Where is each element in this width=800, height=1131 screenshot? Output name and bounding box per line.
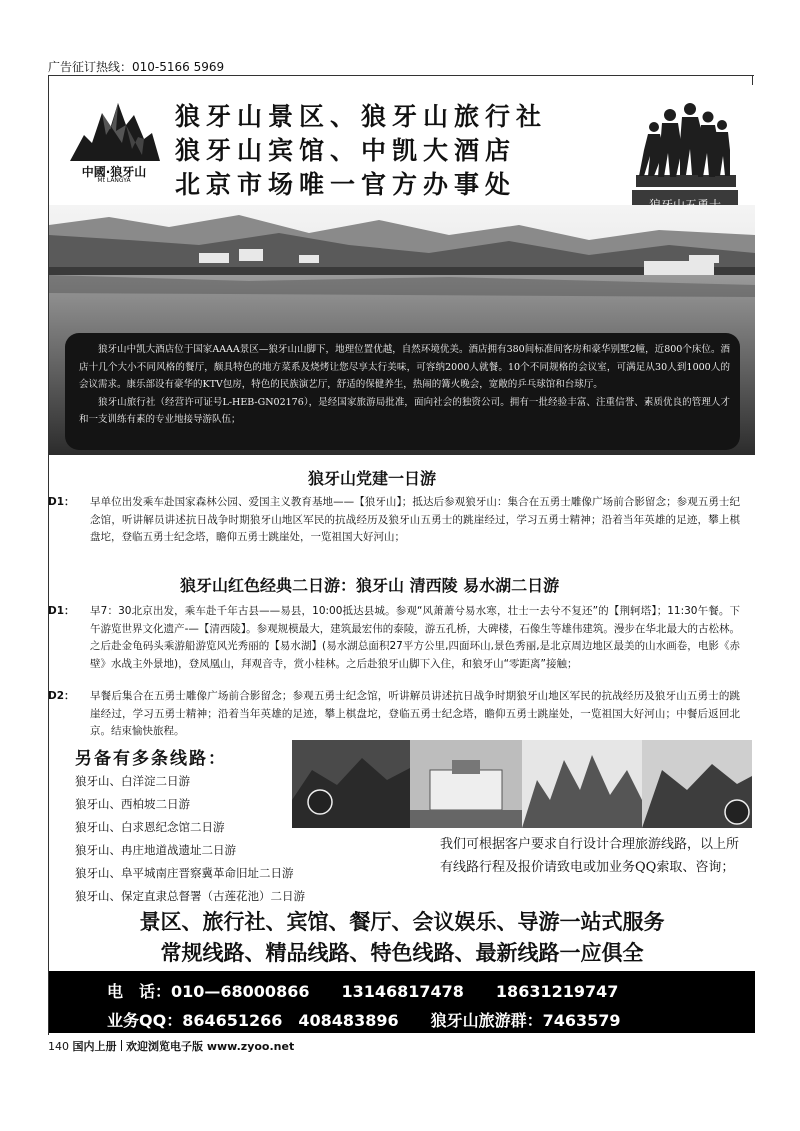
logo-subtext: Mt LANGYA (97, 177, 131, 184)
five-heroes-statue-icon (630, 95, 742, 190)
contact-phone: 电 话：010—68000866 13146817478 18631219747 (107, 982, 619, 1001)
page-number: 140 (48, 1040, 69, 1053)
tour2-d1-text: 早7：30北京出发，乘车赴千年古县——易县，10:00抵达县城。参观“风萧萧兮易水寒，壮士一去兮不复还”的【荆轲塔】；11:30午餐。下午游览世界文化遗产-—【清西陵】。参观规模最大，建筑最宏伟的泰陵，游五孔桥，大碑楼，石像生等雄伟建筑。漫步在华北最大的古松林。之后赴金龟码头乘游船游览风光秀丽的【易水湖】(易水湖总面积27平方公里,四面环山,景色秀丽,是北京周边地区最美的山水画卷，电影《赤壁》水战主外景地)，登凤凰山，拜观音寺，赏小桂林。之后赴狼牙山脚下入住，和狼牙山“零距离”接触； (90, 605, 740, 670)
tour2-day1 (48, 603, 740, 673)
logo-text: 中國·狼牙山 (81, 165, 147, 179)
footer-site: 欢迎浏览电子版 www.zyoo.net (126, 1040, 295, 1053)
frame-top-rule (48, 75, 754, 76)
tour1-d1-label: D1： (48, 496, 75, 508)
tour1-d1-text: 早单位出发乘车赴国家森林公园、爱国主义教育基地——【狼牙山】；抵达后参观狼牙山：集合在五勇士雕像广场前合影留念；参观五勇士纪念馆，听讲解员讲述抗日战争时期狼牙山地区军民的抗战经历及狼牙山五勇士的跳崖经过，学习五勇士精神；沿着当年英雄的足迹，攀上棋盘坨，登临五勇士纪念塔，瞻仰五勇士跳崖处，一览祖国大好河山； (90, 496, 740, 543)
tour1-title: 狼牙山党建一日游 (308, 469, 437, 488)
route-item: 狼牙山、白洋淀二日游 (75, 774, 190, 788)
tour2-d2-text: 早餐后集合在五勇士雕像广场前合影留念；参观五勇士纪念馆，听讲解员讲述抗日战争时期狼牙山地区军民的抗战经历及狼牙山五勇士的跳崖经过，学习五勇士精神；沿着当年英雄的足迹，攀上棋盘坨，登临五勇士纪念塔，瞻仰五勇士跳崖处，一览祖国大好河山；中餐后返回北京。结束愉快旅程。 (90, 690, 740, 737)
footer-section: 国内上册 (72, 1040, 117, 1053)
tour2-day2 (48, 688, 740, 741)
footer-separator (121, 1040, 123, 1051)
header-title-line-2: 狼牙山宾馆、中凯大酒店 (175, 136, 517, 165)
tour2-d1-label: D1： (48, 605, 75, 617)
frame-tick (752, 75, 753, 85)
route-item: 狼牙山、白求恩纪念馆二日游 (75, 820, 225, 834)
tour2-title: 狼牙山红色经典二日游：狼牙山 清西陵 易水湖二日游 (180, 576, 560, 595)
tour2-d2-label: D2： (48, 690, 75, 702)
routes-list (75, 770, 305, 908)
routes-title: 另备有多条线路： (75, 749, 227, 769)
slogan-routes: 常规线路、精品线路、特色线路、最新线路一应俱全 (160, 940, 644, 965)
route-item: 狼牙山、冉庄地道战遗址二日游 (75, 843, 236, 857)
custom-route-note: 我们可根据客户要求自行设计合理旅游线路，以上所有线路行程及报价请致电或加业务QQ索取、咨询； (440, 837, 740, 875)
intro-text-box (65, 333, 740, 450)
route-item: 狼牙山、西柏坡二日游 (75, 797, 190, 811)
contact-qq: 业务QQ：864651266 408483896 狼牙山旅游群：7463579 (107, 1011, 621, 1030)
contact-bar (49, 971, 755, 1033)
header-title-line-3: 北京市场唯一官方办事处 (175, 170, 517, 199)
route-item: 狼牙山、保定直隶总督署（古莲花池）二日游 (75, 889, 305, 903)
intro-agency-paragraph: 狼牙山旅行社（经营许可证号L-HEB-GN02176），是经国家旅游局批准，面向社会的独资公司。拥有一批经验丰富、注重信誉、素质优良的管理人才和一支训练有素的专业地接导游队伍； (79, 396, 730, 425)
page-footer (48, 1038, 294, 1054)
scenic-photo-strip (292, 740, 752, 828)
ad-hotline: 广告征订热线：010-5166 5969 (48, 60, 225, 74)
header-title-line-1: 狼牙山景区、狼牙山旅行社 (175, 102, 548, 131)
slogan-services: 景区、旅行社、宾馆、餐厅、会议娱乐、导游一站式服务 (139, 909, 665, 934)
intro-hotel-paragraph: 狼牙山中凯大酒店位于国家AAAA景区—狼牙山山脚下，地理位置优越，自然环境优美。酒店拥有380间标准间客房和豪华别墅2幢，近800个床位。酒店十几个大小不同风格的餐厅，颇具特色的地方菜系及烧烤让您尽享太行美味，可容纳2000人就餐。10个不同规格的会议室，可满足从30人到1000人的会议需求。康乐部设有豪华的KTV包房，特色的民族演艺厅，舒适的保健养生，热闹的篝火晚会，宽敞的乒乓球馆和台球厅。 (79, 344, 730, 390)
tour1-day1 (48, 494, 740, 547)
route-item: 狼牙山、阜平城南庄晋察冀革命旧址二日游 (75, 866, 294, 880)
